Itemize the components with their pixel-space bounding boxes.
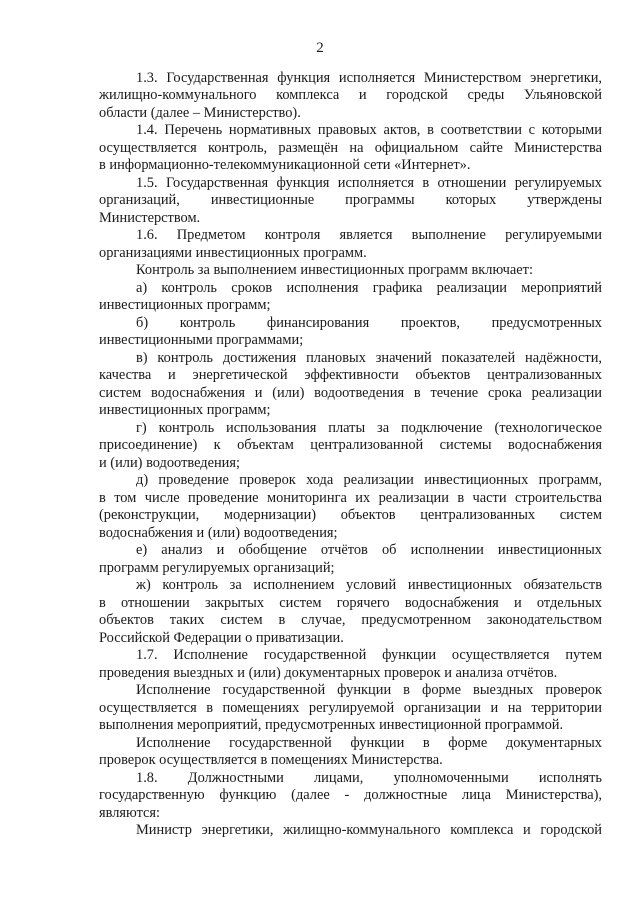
text-line: Контроль за выполнением инвестиционных программ включает:	[136, 262, 533, 278]
text-line: являются:	[99, 805, 161, 821]
text-line: (реконструкции, модернизации) объектов централизованных систем	[99, 507, 602, 523]
text-line: 1.6. Предметом контроля является выполнение регулируемыми	[136, 227, 602, 243]
text-line: г) контроль использования платы за подключение (технологическое	[136, 420, 602, 436]
text-line: и (или) водоотведения;	[99, 455, 240, 471]
text-line: инвестиционных программ;	[99, 297, 271, 313]
text-line: д) проведение проверок хода реализации инвестиционных программ,	[136, 472, 602, 488]
text-line: 1.5. Государственная функция исполняется в отношении регулируемых	[136, 175, 602, 191]
text-line: ж) контроль за исполнением условий инвестиционных обязательств	[136, 577, 602, 593]
text-line: инвестиционных программ;	[99, 402, 271, 418]
text-line: жилищно-коммунального комплекса и городской среды Ульяновской	[99, 87, 602, 103]
text-line: присоединение) к объектам централизованной системы водоснабжения	[99, 437, 602, 453]
text-line: Министр энергетики, жилищно-коммунального комплекса и городской	[136, 822, 602, 838]
text-line: области (далее – Министерство).	[99, 105, 301, 121]
text-line: Исполнение государственной функции в форме документарных	[136, 735, 602, 751]
text-line: 1.7. Исполнение государственной функции осуществляется путем	[136, 647, 602, 663]
text-line: 1.4. Перечень нормативных правовых актов, в соответствии с которыми	[136, 122, 602, 138]
text-line: выполнения мероприятий, предусмотренных инвестиционной программой.	[99, 717, 564, 733]
text-line: 1.3. Государственная функция исполняется Министерством энергетики,	[136, 70, 602, 86]
text-line: осуществляется в помещениях регулируемой организации и на территории	[99, 700, 602, 716]
text-line: б) контроль финансирования проектов, предусмотренных	[136, 315, 602, 331]
text-line: Российской Федерации о приватизации.	[99, 630, 344, 646]
text-line: в отношении закрытых систем горячего водоснабжения и отдельных	[99, 595, 602, 611]
text-line: Исполнение государственной функции в форме выездных проверок	[136, 682, 602, 698]
text-line: Министерством.	[99, 210, 201, 226]
text-line: систем водоснабжения и (или) водоотведения в течение срока реализации	[99, 385, 602, 401]
text-line: 1.8. Должностными лицами, уполномоченными исполнять	[136, 770, 602, 786]
text-line: государственную функцию (далее - должностные лица Министерства),	[99, 787, 602, 803]
text-line: в) контроль достижения плановых значений показателей надёжности,	[136, 350, 602, 366]
text-line: в том числе проведение мониторинга их реализации в части строительства	[99, 490, 602, 506]
text-line: е) анализ и обобщение отчётов об исполнении инвестиционных	[136, 542, 602, 558]
text-line: осуществляется контроль, размещён на официальном сайте Министерства	[99, 140, 602, 156]
text-line: водоснабжения и (или) водоотведения;	[99, 525, 338, 541]
text-line: качества и энергетической эффективности объектов централизованных	[99, 367, 602, 383]
text-line: в информационно-телекоммуникационной сети «Интернет».	[99, 157, 471, 173]
text-line: организациями инвестиционных программ.	[99, 245, 367, 261]
text-line: проведения выездных и (или) документарных проверок и анализа отчётов.	[99, 665, 558, 681]
text-line: инвестиционными программами;	[99, 332, 304, 348]
text-line: объектов таких систем в случае, предусмотренном законодательством	[99, 612, 602, 628]
text-line: а) контроль сроков исполнения графика реализации мероприятий	[136, 280, 602, 296]
page-number: 2	[316, 40, 324, 56]
text-line: проверок осуществляется в помещениях Министерства.	[99, 752, 443, 768]
text-line: организаций, инвестиционные программы которых утверждены	[99, 192, 602, 208]
text-line: программ регулируемых организаций;	[99, 560, 335, 576]
